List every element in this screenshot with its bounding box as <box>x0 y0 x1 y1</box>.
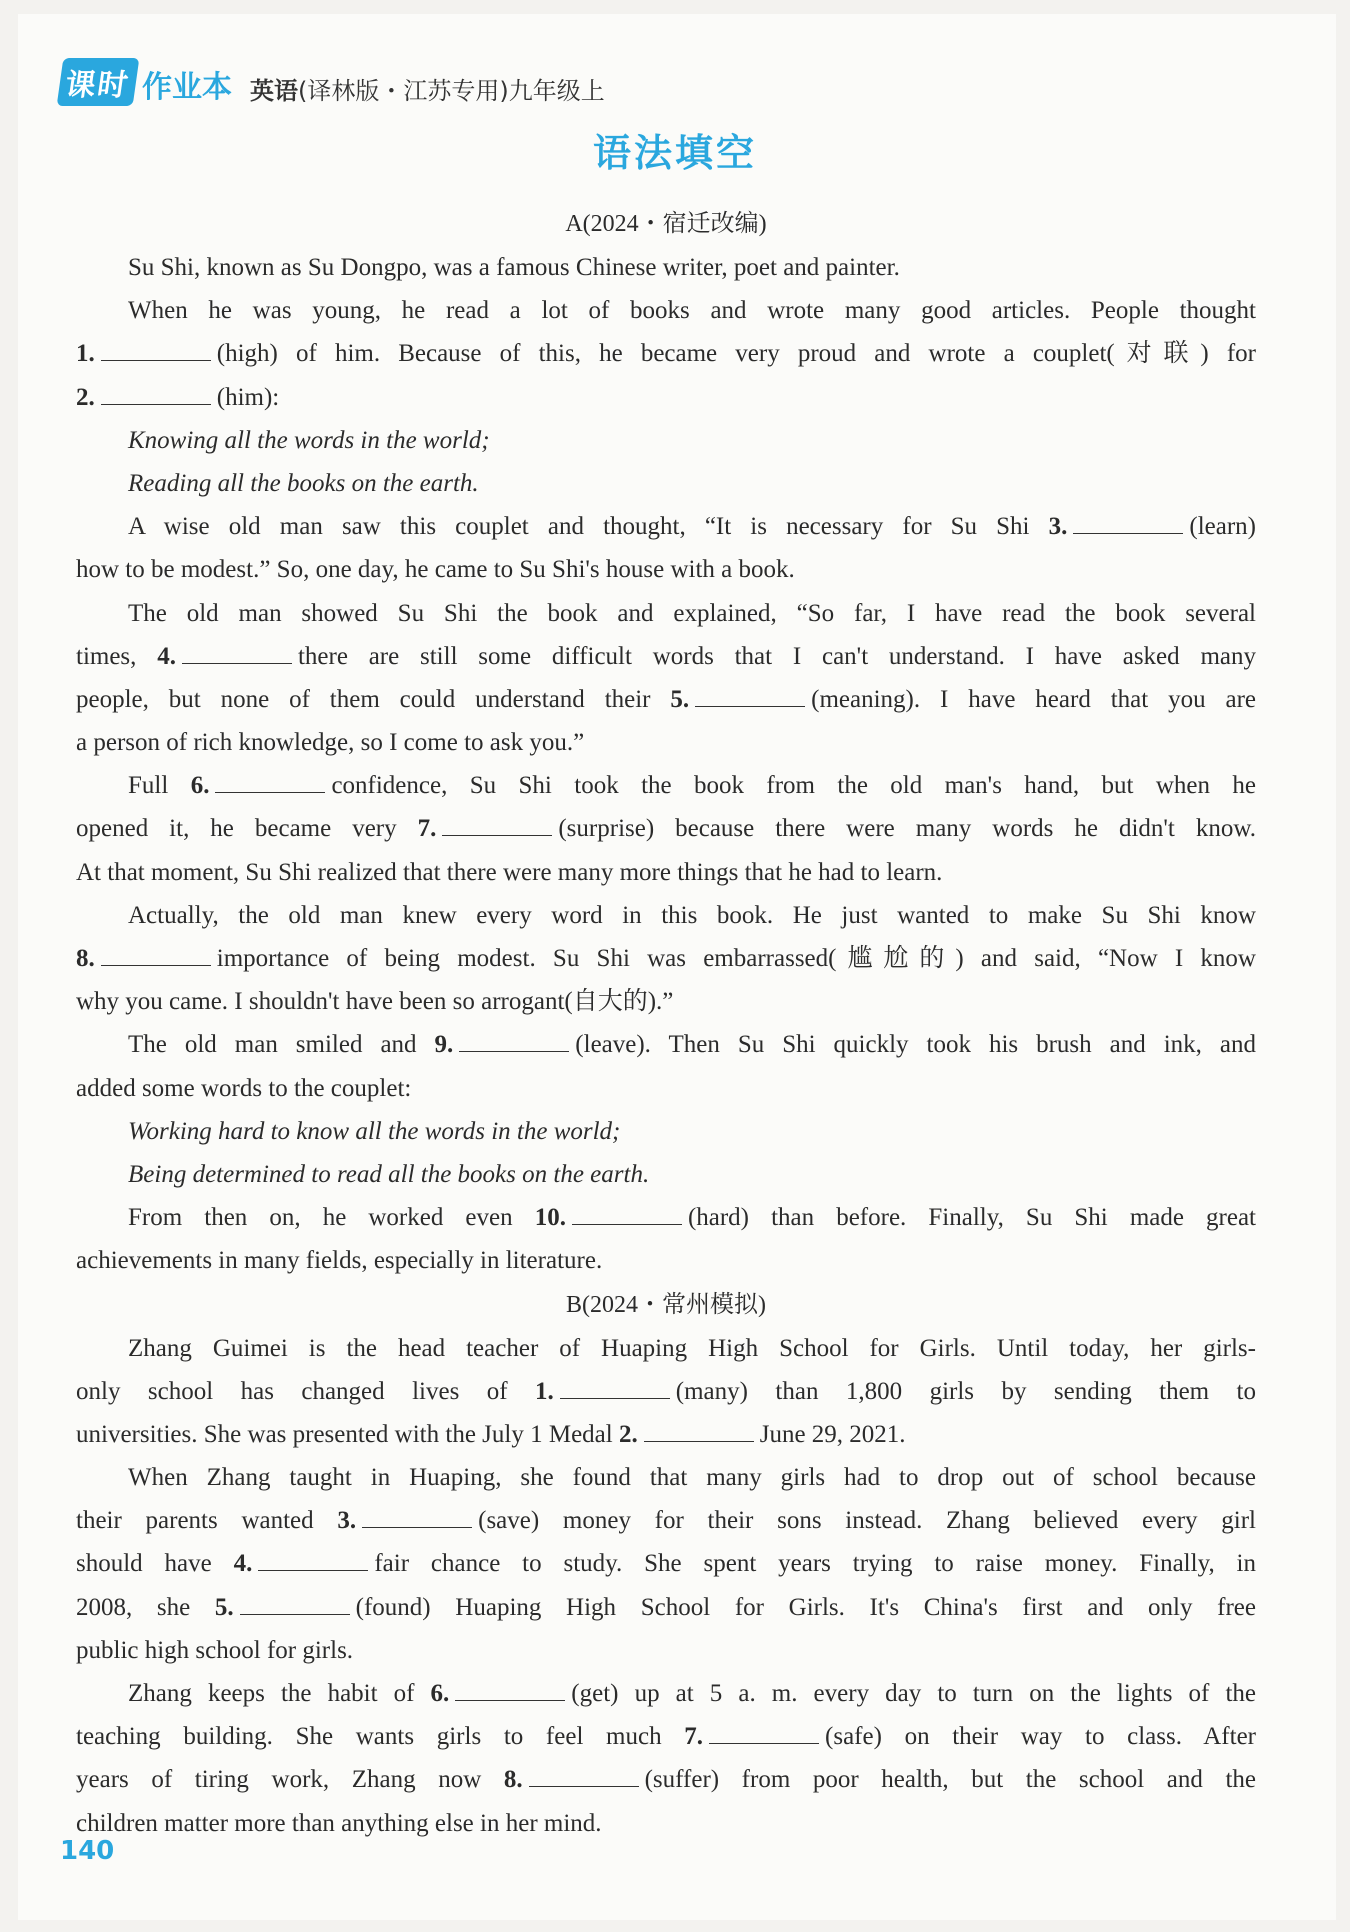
passage-line <box>76 1413 1256 1456</box>
question-number: 1. <box>76 340 95 368</box>
passage-line: At that moment, Su Shi realized that there were many more things that he had to learn. <box>76 858 943 886</box>
question-number: 8. <box>503 1766 523 1794</box>
passage-line: why you came. I shouldn't have been so arrogant(自大的).” <box>76 988 674 1016</box>
passage-line <box>76 1023 1256 1066</box>
answer-blank[interactable] <box>529 1764 639 1787</box>
line-text-before: opened it, he became very <box>76 815 418 843</box>
passage-line <box>76 807 1256 850</box>
line-text-before: Full <box>128 772 191 800</box>
passage-line <box>76 1542 1256 1585</box>
line-text-after: (found) Huaping High School for Girls. It's China's first and only free <box>355 1593 1256 1621</box>
question-number: 1. <box>535 1377 554 1405</box>
passage-line <box>76 1715 1256 1758</box>
line-text-before: A wise old man saw this couplet and thought, “It is necessary for Su Shi <box>128 513 1049 541</box>
passage-line <box>76 764 1256 807</box>
line-text-before: 2008, she <box>76 1593 215 1621</box>
line-text-after: June 29, 2021. <box>759 1420 906 1448</box>
brand-logo-text: 作业本 <box>142 70 232 105</box>
line-text-after: (hard) than before. Finally, Su Shi made great <box>687 1204 1256 1232</box>
passage-line: Being determined to read all the books on the earth. <box>128 1160 650 1188</box>
passage-line <box>76 1758 1256 1801</box>
passage-line <box>76 376 1256 419</box>
answer-blank[interactable] <box>572 1202 682 1225</box>
passage-line <box>76 937 1256 980</box>
question-number: 7. <box>684 1723 704 1751</box>
passage-line: When Zhang taught in Huaping, she found that many girls had to drop out of school because <box>128 1464 1256 1492</box>
line-text-after: (many) than 1,800 girls by sending them to <box>675 1377 1257 1405</box>
question-number: 3. <box>1048 513 1068 541</box>
answer-blank[interactable] <box>459 1029 569 1052</box>
line-text-after: (suffer) from poor health, but the school and the <box>644 1766 1256 1794</box>
passage-line: achievements in many fields, especially in literature. <box>76 1247 603 1275</box>
question-number: 2. <box>618 1420 638 1448</box>
passage-line: public high school for girls. <box>76 1636 354 1664</box>
passage-line: Knowing all the words in the world; <box>128 426 490 454</box>
brand-logo-box: 课时 <box>57 58 140 106</box>
passage-line <box>76 1672 1256 1715</box>
question-number: 4. <box>157 642 176 670</box>
question-number: 9. <box>434 1031 454 1059</box>
answer-blank[interactable] <box>709 1721 819 1744</box>
line-text-before: Zhang keeps the habit of <box>128 1680 431 1707</box>
line-text-before: people, but none of them could understand their <box>76 685 671 713</box>
line-text-before: The old man smiled and <box>128 1031 435 1059</box>
line-text-after: there are still some difficult words that I can't understand. I have asked many <box>297 642 1256 670</box>
passage-line: Su Shi, known as Su Dongpo, was a famous Chinese writer, poet and painter. <box>128 254 900 281</box>
line-text-before: only school has changed lives of <box>76 1377 536 1405</box>
passage-line: Zhang Guimei is the head teacher of Huaping High School for Girls. Until today, her girls- <box>128 1334 1256 1362</box>
edition-label: (译林版・江苏专用)九年级上 <box>298 77 605 105</box>
line-text-after: (leave). Then Su Shi quickly took his brush and ink, and <box>575 1031 1256 1059</box>
line-text-after: (save) money for their sons instead. Zhang believed every girl <box>478 1507 1256 1535</box>
page-number: 140 <box>60 1836 115 1866</box>
answer-blank[interactable] <box>101 382 211 405</box>
question-number: 6. <box>430 1680 450 1707</box>
line-text-before: teaching building. She wants girls to feel much <box>76 1723 685 1751</box>
line-text-after: fair chance to study. She spent years trying to raise money. Finally, in <box>374 1550 1257 1578</box>
exercise-content <box>76 202 1256 1845</box>
answer-blank[interactable] <box>182 641 292 664</box>
page-header <box>60 56 605 106</box>
line-text-after: (learn) <box>1189 513 1256 541</box>
book-subtitle <box>250 71 605 106</box>
passage-line: how to be modest.” So, one day, he came to Su Shi's house with a book. <box>76 556 795 584</box>
line-text-before: years of tiring work, Zhang now <box>76 1766 504 1794</box>
passage-line <box>76 1370 1256 1413</box>
line-text-before: their parents wanted <box>76 1507 338 1535</box>
passage-line <box>76 505 1256 548</box>
line-text-after: (get) up at 5 a. m. every day to turn on the lights of the <box>571 1680 1256 1707</box>
question-number: 8. <box>76 945 95 972</box>
line-text-after: (him): <box>216 383 280 411</box>
passage-line: Actually, the old man knew every word in this book. He just wanted to make Su Shi know <box>128 901 1256 929</box>
passage-line: children matter more than anything else in her mind. <box>76 1809 602 1837</box>
answer-blank[interactable] <box>215 770 325 793</box>
subject-label: 英语 <box>250 77 298 105</box>
answer-blank[interactable] <box>362 1505 472 1528</box>
question-number: 3. <box>337 1507 357 1535</box>
question-number: 6. <box>190 772 210 800</box>
page-title: 语法填空 <box>592 131 757 175</box>
line-text-after: (meaning). I have heard that you are <box>811 685 1256 713</box>
answer-blank[interactable] <box>442 813 552 836</box>
passage-line: a person of rich knowledge, so I come to ask you.” <box>76 729 585 757</box>
passage-line <box>76 1586 1256 1629</box>
question-number: 2. <box>76 383 95 411</box>
passage-line: Reading all the books on the earth. <box>128 469 479 497</box>
line-text-after: confidence, Su Shi took the book from the old man's hand, but when he <box>331 772 1257 800</box>
line-text-before: should have <box>76 1550 234 1578</box>
passage-line <box>76 1499 1256 1542</box>
passage-line <box>76 1196 1256 1239</box>
passage-line <box>76 332 1256 375</box>
answer-blank[interactable] <box>258 1548 368 1571</box>
answer-blank[interactable] <box>455 1678 565 1701</box>
section-a-passage <box>76 246 1256 1283</box>
passage-line: added some words to the couplet: <box>76 1074 412 1102</box>
line-text-after: (surprise) because there were many words he didn't know. <box>558 815 1256 843</box>
passage-line: Working hard to know all the words in the world; <box>128 1117 621 1145</box>
answer-blank[interactable] <box>101 943 211 966</box>
passage-line: The old man showed Su Shi the book and explained, “So far, I have read the book several <box>128 599 1256 627</box>
line-text-after: (safe) on their way to class. After <box>825 1723 1256 1751</box>
answer-blank[interactable] <box>560 1376 670 1399</box>
section-b-passage <box>76 1327 1256 1845</box>
question-number: 5. <box>214 1593 234 1621</box>
line-text-before: universities. She was presented with the July 1 Medal <box>76 1420 619 1448</box>
passage-line <box>76 635 1256 678</box>
section-b-heading: B(2024・常州模拟) <box>566 1291 766 1318</box>
answer-blank[interactable] <box>240 1592 350 1615</box>
section-a-heading: A(2024・宿迁改编) <box>565 211 767 237</box>
answer-blank[interactable] <box>644 1419 754 1442</box>
line-text-before: times, <box>76 642 158 670</box>
passage-line <box>76 678 1256 721</box>
line-text-before: From then on, he worked even <box>128 1204 535 1232</box>
line-text-after: importance of being modest. Su Shi was embarrassed(尴尬的) and said, “Now I know <box>216 945 1256 972</box>
question-number: 7. <box>417 815 437 843</box>
answer-blank[interactable] <box>101 338 211 361</box>
question-number: 4. <box>233 1550 253 1578</box>
answer-blank[interactable] <box>695 684 805 707</box>
passage-line: When he was young, he read a lot of books and wrote many good articles. People thought <box>128 297 1256 325</box>
answer-blank[interactable] <box>1073 511 1183 534</box>
question-number: 10. <box>534 1204 566 1232</box>
line-text-after: (high) of him. Because of this, he became very proud and wrote a couplet(对联) for <box>216 340 1256 368</box>
question-number: 5. <box>670 685 690 713</box>
